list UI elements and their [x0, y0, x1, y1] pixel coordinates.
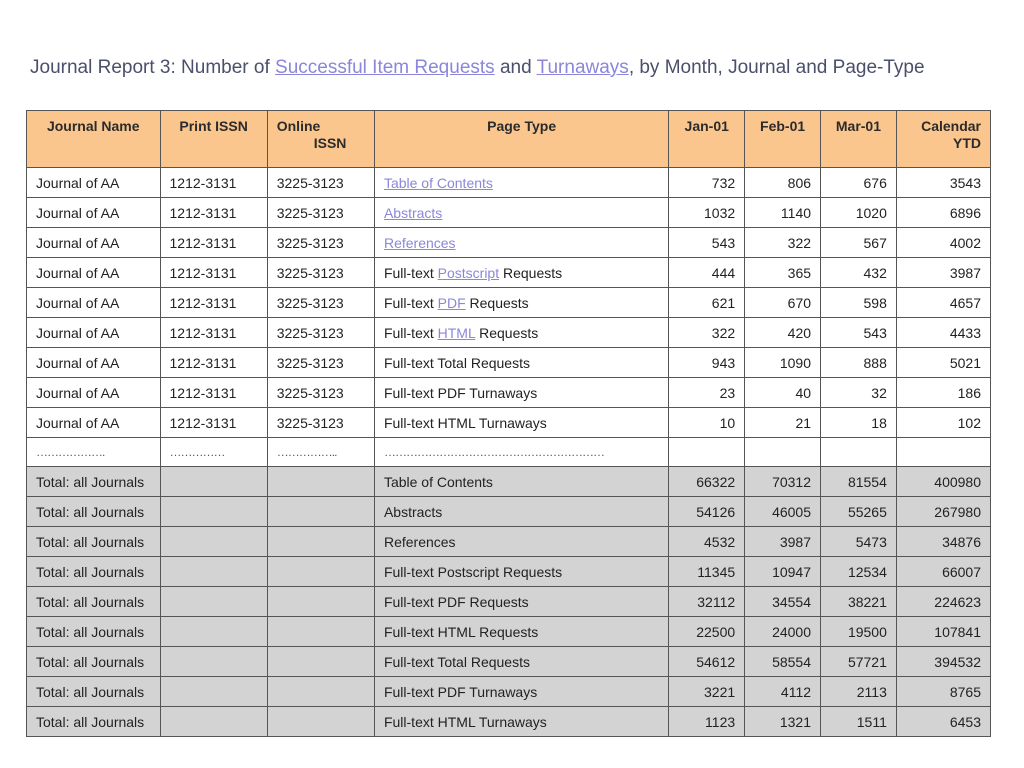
total-name-cell: Total: all Journals — [27, 617, 161, 647]
total-ytd-value-cell: 34876 — [896, 527, 990, 557]
header-feb: Feb-01 — [745, 111, 821, 168]
total-feb-value-cell: 3987 — [745, 527, 821, 557]
table-row — [27, 168, 991, 198]
feb-value-cell: 420 — [745, 318, 821, 348]
print-issn-cell: 1212-3131 — [160, 168, 267, 198]
total-jan-value-cell: 54126 — [669, 497, 745, 527]
total-mar-value-cell: 19500 — [821, 617, 897, 647]
online-issn-cell: 3225-3123 — [267, 378, 374, 408]
empty-cell — [160, 587, 267, 617]
page-type-suffix: Requests — [465, 294, 529, 311]
table-row — [27, 228, 991, 258]
page-type-cell — [374, 228, 668, 258]
page-type-prefix: Full-text — [383, 264, 438, 281]
header-mar: Mar-01 — [821, 111, 897, 168]
empty-cell — [160, 617, 267, 647]
feb-value-cell: 21 — [745, 408, 821, 438]
header-print-issn: Print ISSN — [160, 111, 267, 168]
total-mar-value-cell: 5473 — [821, 527, 897, 557]
total-page-type-cell: Full-text Total Requests — [374, 647, 668, 677]
feb-value-cell: 365 — [745, 258, 821, 288]
total-row — [27, 557, 991, 587]
header-ytd-line2: YTD — [953, 135, 981, 151]
journal-name-cell: Journal of AA — [27, 348, 161, 378]
jan-value-cell: 1032 — [669, 198, 745, 228]
empty-cell — [267, 467, 374, 497]
table-row — [27, 348, 991, 378]
journal-name-cell: Journal of AA — [27, 228, 161, 258]
journal-name-cell: Journal of AA — [27, 168, 161, 198]
page-type-prefix: Full-text — [383, 294, 438, 311]
page-type-link[interactable]: Table of Contents — [383, 174, 493, 191]
total-page-type-cell: Full-text HTML Requests — [374, 617, 668, 647]
jan-value-cell: 943 — [669, 348, 745, 378]
ytd-value-cell: 4657 — [896, 288, 990, 318]
empty-cell — [267, 647, 374, 677]
page-type-link[interactable]: HTML — [437, 324, 476, 341]
empty-cell — [267, 527, 374, 557]
total-ytd-value-cell: 394532 — [896, 647, 990, 677]
empty-cell — [267, 587, 374, 617]
page-type-prefix: Full-text PDF Turnaways — [383, 384, 538, 401]
total-ytd-value-cell: 66007 — [896, 557, 990, 587]
mar-value-cell: 543 — [821, 318, 897, 348]
total-jan-value-cell: 3221 — [669, 677, 745, 707]
total-ytd-value-cell: 6453 — [896, 707, 990, 737]
table-row — [27, 318, 991, 348]
empty-cell — [160, 647, 267, 677]
empty-cell — [160, 707, 267, 737]
total-row — [27, 587, 991, 617]
mar-value-cell: 598 — [821, 288, 897, 318]
mar-value-cell: 888 — [821, 348, 897, 378]
header-page-type: Page Type — [374, 111, 668, 168]
ytd-value-cell: 6896 — [896, 198, 990, 228]
print-issn-cell: 1212-3131 — [160, 288, 267, 318]
jan-value-cell: 23 — [669, 378, 745, 408]
page-type-prefix: Full-text HTML Turnaways — [383, 414, 547, 431]
empty-cell — [160, 677, 267, 707]
ellipsis-cell: …………….. — [267, 438, 374, 467]
table-row — [27, 408, 991, 438]
page-type-cell — [374, 378, 668, 408]
total-mar-value-cell: 2113 — [821, 677, 897, 707]
ytd-value-cell: 3987 — [896, 258, 990, 288]
online-issn-cell: 3225-3123 — [267, 168, 374, 198]
total-mar-value-cell: 55265 — [821, 497, 897, 527]
total-row — [27, 617, 991, 647]
total-name-cell: Total: all Journals — [27, 647, 161, 677]
page-type-link[interactable]: Postscript — [437, 264, 500, 281]
total-feb-value-cell: 70312 — [745, 467, 821, 497]
mar-value-cell: 32 — [821, 378, 897, 408]
total-name-cell: Total: all Journals — [27, 527, 161, 557]
online-issn-cell: 3225-3123 — [267, 318, 374, 348]
mar-value-cell: 1020 — [821, 198, 897, 228]
jan-value-cell: 444 — [669, 258, 745, 288]
total-page-type-cell: References — [374, 527, 668, 557]
total-page-type-cell: Table of Contents — [374, 467, 668, 497]
journal-name-cell: Journal of AA — [27, 258, 161, 288]
total-feb-value-cell: 24000 — [745, 617, 821, 647]
ytd-value-cell: 4433 — [896, 318, 990, 348]
total-row — [27, 527, 991, 557]
total-mar-value-cell: 12534 — [821, 557, 897, 587]
page-type-prefix: Full-text Total Requests — [383, 354, 530, 371]
total-row — [27, 707, 991, 737]
total-name-cell: Total: all Journals — [27, 467, 161, 497]
page-type-cell — [374, 408, 668, 438]
empty-cell — [267, 617, 374, 647]
empty-cell — [896, 438, 990, 467]
total-page-type-cell: Full-text Postscript Requests — [374, 557, 668, 587]
total-name-cell: Total: all Journals — [27, 557, 161, 587]
report-title — [30, 57, 925, 79]
page-type-link[interactable]: Abstracts — [383, 204, 443, 221]
online-issn-cell: 3225-3123 — [267, 198, 374, 228]
mar-value-cell: 432 — [821, 258, 897, 288]
ytd-value-cell: 3543 — [896, 168, 990, 198]
total-ytd-value-cell: 267980 — [896, 497, 990, 527]
feb-value-cell: 1090 — [745, 348, 821, 378]
title-prefix: Journal Report 3: Number of — [30, 57, 276, 78]
total-jan-value-cell: 11345 — [669, 557, 745, 587]
journal-name-cell: Journal of AA — [27, 198, 161, 228]
feb-value-cell: 322 — [745, 228, 821, 258]
header-calendar-ytd — [896, 111, 990, 168]
total-jan-value-cell: 22500 — [669, 617, 745, 647]
total-jan-value-cell: 54612 — [669, 647, 745, 677]
ellipsis-row — [27, 438, 991, 467]
empty-cell — [160, 467, 267, 497]
page-type-cell — [374, 348, 668, 378]
total-row — [27, 467, 991, 497]
empty-cell — [267, 677, 374, 707]
feb-value-cell: 670 — [745, 288, 821, 318]
ellipsis-cell: ………………. — [27, 438, 161, 467]
table-header-row — [27, 111, 991, 168]
total-mar-value-cell: 1511 — [821, 707, 897, 737]
empty-cell — [745, 438, 821, 467]
journal-report-table — [26, 110, 991, 737]
empty-cell — [267, 497, 374, 527]
table-row — [27, 378, 991, 408]
print-issn-cell: 1212-3131 — [160, 408, 267, 438]
ellipsis-cell: …………… — [160, 438, 267, 467]
journal-name-cell: Journal of AA — [27, 318, 161, 348]
total-ytd-value-cell: 224623 — [896, 587, 990, 617]
total-feb-value-cell: 46005 — [745, 497, 821, 527]
total-jan-value-cell: 1123 — [669, 707, 745, 737]
empty-cell — [267, 707, 374, 737]
total-row — [27, 677, 991, 707]
online-issn-cell: 3225-3123 — [267, 258, 374, 288]
total-row — [27, 497, 991, 527]
header-online-line1: Online — [276, 118, 321, 134]
page-type-prefix: Full-text — [383, 324, 438, 341]
total-feb-value-cell: 1321 — [745, 707, 821, 737]
feb-value-cell: 40 — [745, 378, 821, 408]
total-page-type-cell: Full-text PDF Requests — [374, 587, 668, 617]
total-feb-value-cell: 10947 — [745, 557, 821, 587]
table-row — [27, 258, 991, 288]
table-row — [27, 198, 991, 228]
ytd-value-cell: 4002 — [896, 228, 990, 258]
successful-item-requests-link[interactable]: Successful Item Requests — [275, 57, 495, 78]
feb-value-cell: 1140 — [745, 198, 821, 228]
total-ytd-value-cell: 8765 — [896, 677, 990, 707]
ytd-value-cell: 5021 — [896, 348, 990, 378]
total-feb-value-cell: 34554 — [745, 587, 821, 617]
mar-value-cell: 567 — [821, 228, 897, 258]
journal-name-cell: Journal of AA — [27, 288, 161, 318]
empty-cell — [160, 527, 267, 557]
empty-cell — [821, 438, 897, 467]
total-ytd-value-cell: 400980 — [896, 467, 990, 497]
print-issn-cell: 1212-3131 — [160, 198, 267, 228]
header-ytd-line1: Calendar — [921, 118, 981, 134]
total-ytd-value-cell: 107841 — [896, 617, 990, 647]
mar-value-cell: 676 — [821, 168, 897, 198]
print-issn-cell: 1212-3131 — [160, 378, 267, 408]
page-type-link[interactable]: PDF — [437, 294, 466, 311]
online-issn-cell: 3225-3123 — [267, 228, 374, 258]
print-issn-cell: 1212-3131 — [160, 348, 267, 378]
header-online-issn — [267, 111, 374, 168]
jan-value-cell: 621 — [669, 288, 745, 318]
online-issn-cell: 3225-3123 — [267, 348, 374, 378]
journal-name-cell: Journal of AA — [27, 378, 161, 408]
ellipsis-cell: …………………………………………………… — [374, 438, 668, 467]
ytd-value-cell: 186 — [896, 378, 990, 408]
total-mar-value-cell: 57721 — [821, 647, 897, 677]
empty-cell — [160, 557, 267, 587]
header-journal-name: Journal Name — [27, 111, 161, 168]
total-name-cell: Total: all Journals — [27, 587, 161, 617]
page-type-cell — [374, 288, 668, 318]
online-issn-cell: 3225-3123 — [267, 408, 374, 438]
total-feb-value-cell: 58554 — [745, 647, 821, 677]
jan-value-cell: 322 — [669, 318, 745, 348]
page-type-cell — [374, 258, 668, 288]
jan-value-cell: 543 — [669, 228, 745, 258]
page-type-suffix: Requests — [499, 264, 563, 281]
feb-value-cell: 806 — [745, 168, 821, 198]
header-online-line2: ISSN — [313, 135, 347, 151]
ytd-value-cell: 102 — [896, 408, 990, 438]
total-feb-value-cell: 4112 — [745, 677, 821, 707]
print-issn-cell: 1212-3131 — [160, 318, 267, 348]
jan-value-cell: 10 — [669, 408, 745, 438]
total-name-cell: Total: all Journals — [27, 707, 161, 737]
total-jan-value-cell: 32112 — [669, 587, 745, 617]
print-issn-cell: 1212-3131 — [160, 258, 267, 288]
online-issn-cell: 3225-3123 — [267, 288, 374, 318]
total-page-type-cell: Full-text PDF Turnaways — [374, 677, 668, 707]
print-issn-cell: 1212-3131 — [160, 228, 267, 258]
page-type-suffix: Requests — [475, 324, 539, 341]
total-name-cell: Total: all Journals — [27, 677, 161, 707]
journal-name-cell: Journal of AA — [27, 408, 161, 438]
title-mid: and — [494, 57, 537, 78]
total-page-type-cell: Abstracts — [374, 497, 668, 527]
total-name-cell: Total: all Journals — [27, 497, 161, 527]
title-suffix: , by Month, Journal and Page-Type — [628, 57, 925, 78]
total-page-type-cell: Full-text HTML Turnaways — [374, 707, 668, 737]
jan-value-cell: 732 — [669, 168, 745, 198]
total-jan-value-cell: 66322 — [669, 467, 745, 497]
total-mar-value-cell: 38221 — [821, 587, 897, 617]
empty-cell — [267, 557, 374, 587]
page-type-cell — [374, 198, 668, 228]
total-jan-value-cell: 4532 — [669, 527, 745, 557]
page-type-link[interactable]: References — [383, 234, 456, 251]
table-row — [27, 288, 991, 318]
table-body — [27, 168, 991, 737]
mar-value-cell: 18 — [821, 408, 897, 438]
header-jan: Jan-01 — [669, 111, 745, 168]
total-row — [27, 647, 991, 677]
empty-cell — [669, 438, 745, 467]
total-mar-value-cell: 81554 — [821, 467, 897, 497]
turnaways-link[interactable]: Turnaways — [536, 57, 629, 78]
empty-cell — [160, 497, 267, 527]
page-type-cell — [374, 168, 668, 198]
page-type-cell — [374, 318, 668, 348]
